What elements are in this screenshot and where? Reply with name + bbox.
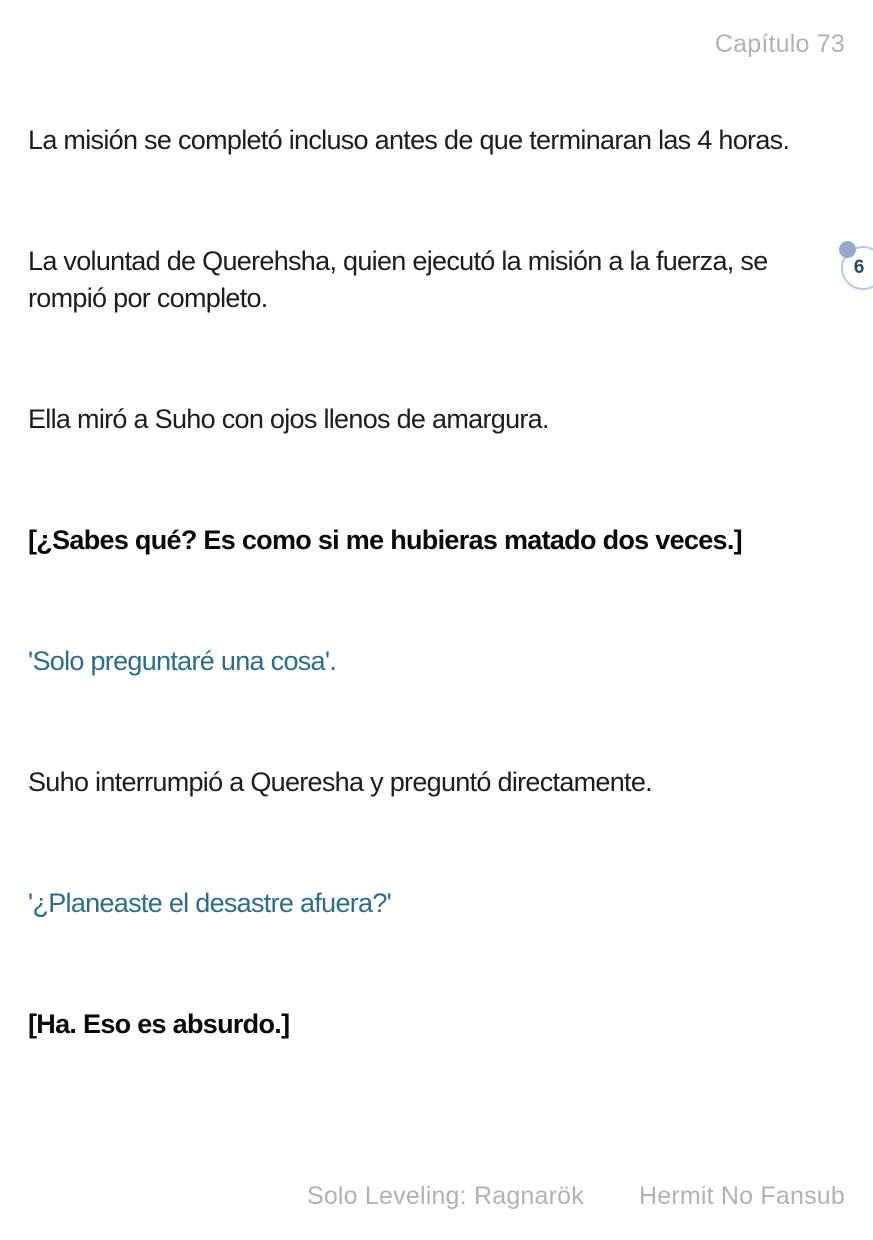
paragraph-narration: La voluntad de Querehsha, quien ejecutó la misión a la fuerza, se rompió por completo.: [28, 246, 768, 313]
footer-book-title: Solo Leveling: Ragnarök: [306, 1182, 584, 1210]
annotation-dot-icon: [839, 241, 856, 258]
paragraph-spoken-dialogue: 'Solo preguntaré una cosa'.: [28, 646, 337, 676]
paragraph-narration: Suho interrumpió a Queresha y preguntó directamente.: [28, 767, 652, 797]
paragraph-system-dialogue: [¿Sabes qué? Es como si me hubieras matado dos veces.]: [28, 525, 742, 555]
page-footer: [307, 1182, 845, 1210]
paragraph-narration: La misión se completó incluso antes de que terminaran las 4 horas.: [28, 125, 790, 155]
chapter-header: Capítulo 73: [714, 30, 845, 58]
annotation-count-label: 6: [853, 257, 865, 278]
footer-fansub-credit: Hermit No Fansub: [638, 1182, 845, 1210]
paragraph-system-dialogue: [Ha. Eso es absurdo.]: [28, 1009, 290, 1039]
paragraph-spoken-dialogue: '¿Planeaste el desastre afuera?': [28, 888, 392, 918]
chapter-text: [28, 122, 834, 1127]
paragraph-narration: Ella miró a Suho con ojos llenos de amargura.: [28, 404, 549, 434]
